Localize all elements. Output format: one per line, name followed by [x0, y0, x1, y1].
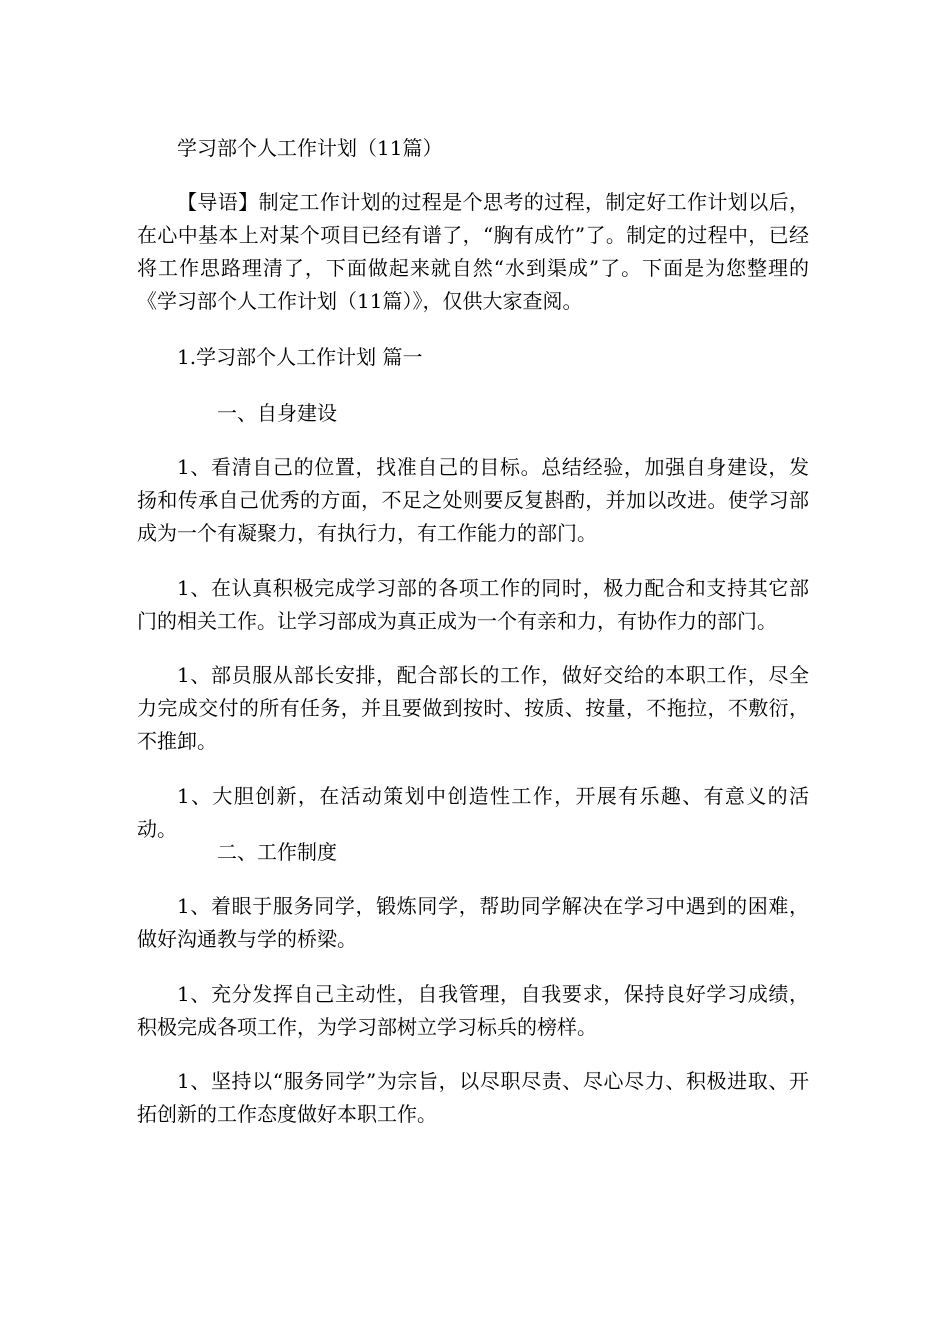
intro-paragraph: 【导语】制定工作计划的过程是个思考的过程，制定好工作计划以后，在心中基本上对某个项目已经有谱了，“胸有成竹”了。制定的过程中，已经将工作思路理清了，下面做起来就自然“水到渠成”了。下面是为您整理的《学习部个人工作计划（11篇）》，仅供大家查阅。	[137, 190, 809, 313]
list-item: 1、部员服从部长安排，配合部长的工作，做好交给的本职工作，尽全力完成交付的所有任务，并且要做到按时、按质、按量，不拖拉，不敷衍，不推卸。	[137, 663, 809, 753]
list-item: 1、看清自己的位置，找准自己的目标。总结经验，加强自身建设，发扬和传承自己优秀的方面，不足之处则要反复斟酌，并加以改进。使学习部成为一个有凝聚力，有执行力，有工作能力的部门。	[137, 455, 809, 545]
list-item: 1、在认真积极完成学习部的各项工作的同时，极力配合和支持其它部门的相关工作。让学习部成为真正成为一个有亲和力，有协作力的部门。	[137, 576, 809, 633]
list-item: 1、充分发挥自己主动性，自我管理，自我要求，保持良好学习成绩，积极完成各项工作，为学习部树立学习标兵的榜样。	[137, 982, 809, 1039]
list-item: 1、大胆创新，在活动策划中创造性工作，开展有乐趣、有意义的活动。	[137, 784, 809, 841]
section-heading: 1.学习部个人工作计划 篇一	[177, 345, 423, 369]
part2-heading: 二、工作制度	[217, 840, 337, 864]
list-item: 1、着眼于服务同学，锻炼同学，帮助同学解决在学习中遇到的困难，做好沟通教与学的桥梁。	[137, 894, 809, 951]
part1-heading: 一、自身建设	[217, 401, 337, 425]
list-item: 1、坚持以“服务同学”为宗旨，以尽职尽责、尽心尽力、积极进取、开拓创新的工作态度做好本职工作。	[137, 1069, 809, 1126]
document-title: 学习部个人工作计划（11篇）	[177, 136, 443, 160]
